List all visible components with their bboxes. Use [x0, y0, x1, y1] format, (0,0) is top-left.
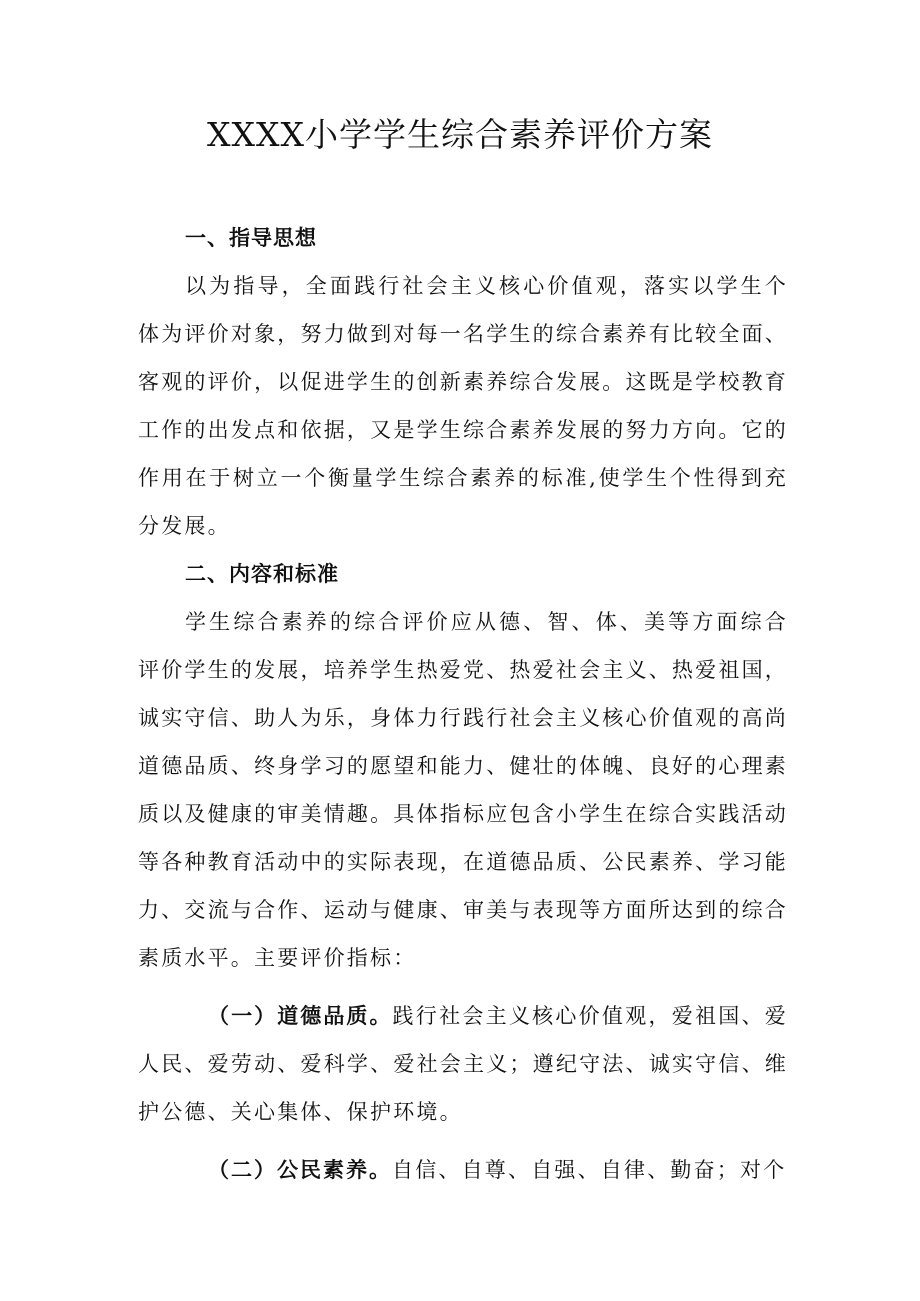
document-title: XXXX小学学生综合素养评价方案 [207, 115, 713, 154]
indicator-item [138, 992, 788, 1136]
section-heading: 一、指导思想 [185, 226, 317, 250]
section-paragraph: 学生综合素养的综合评价应从德、智、体、美等方面综合评价学生的发展，培养学生热爱党、热爱社会主义、热爱祖国，诚实守信、助人为乐，身体力行践行社会主义核心价值观的高尚道德品质、终身学习的愿望和能力、健壮的体魄、良好的心理素质以及健康的审美情趣。具体指标应包含小学生在综合实践活动等各种教育活动中的实际表现，在道德品质、公民素养、学习能力、交流与合作、运动与健康、审美与表现等方面所达到的综合素质水平。主要评价指标： [138, 610, 788, 970]
indicator-item [138, 1146, 788, 1194]
indicator-text: 践行社会主义核心价值观，爱祖国、爱人民、爱劳动、爱科学、爱社会主义；遵纪守法、诚实守信、维护公德、关心集体、保护环境。 [138, 1004, 788, 1124]
section-guiding-ideology [138, 214, 788, 550]
section-paragraph: 以为指导，全面践行社会主义核心价值观，落实以学生个体为评价对象，努力做到对每一名学生的综合素养有比较全面、客观的评价，以促进学生的创新素养综合发展。这既是学校教育工作的出发点和依据，又是学生综合素养发展的努力方向。它的作用在于树立一个衡量学生综合素养的标准,使学生个性得到充分发展。 [138, 274, 788, 538]
section-heading: 二、内容和标准 [185, 562, 339, 586]
indicator-lead: （二）公民素养。 [208, 1158, 392, 1182]
section-content-standards [138, 550, 788, 1194]
indicator-text: 自信、自尊、自强、自律、勤奋；对个 [392, 1158, 787, 1182]
indicator-lead: （一）道德品质。 [208, 1004, 393, 1028]
